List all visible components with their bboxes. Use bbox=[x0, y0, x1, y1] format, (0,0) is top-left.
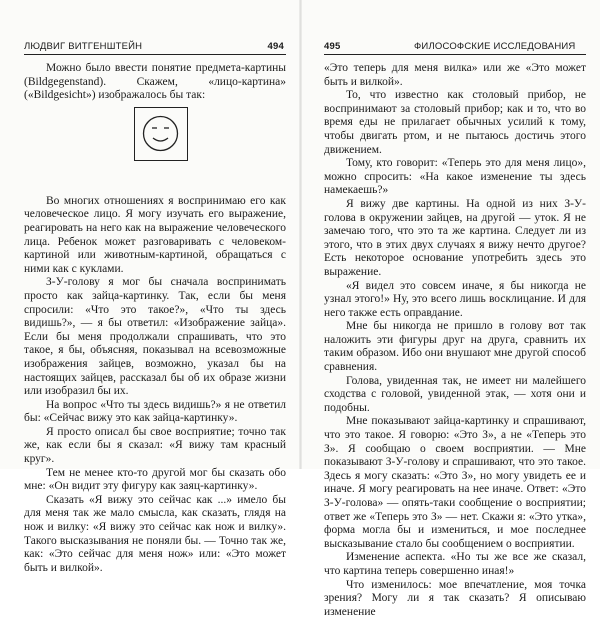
paragraph: Можно было ввести понятие предмета-картины (Bildgegenstand). Скажем, «лицо-картина» («Bildgesicht») изображалось бы так: bbox=[24, 62, 286, 102]
paragraph: «Я видел это совсем иначе, я бы никогда не узнал этого!» Ну, это всего лишь восклицание. И для него также есть оправдание. bbox=[324, 279, 586, 319]
running-head-author: ЛЮДВИГ ВИТГЕНШТЕЙН bbox=[24, 41, 143, 52]
paragraph: Мне бы никогда не пришло в голову вот так наложить эти фигуры друг на друга, сравнить их таким образом. Ибо они внушают мне другой способ сравнения. bbox=[324, 320, 586, 374]
face-drawing bbox=[135, 108, 186, 159]
paragraph: Изменение аспекта. «Но ты же все же сказал, что картина теперь совершенно иная!» bbox=[324, 551, 586, 577]
paragraph: То, что известно как столовый прибор, не воспринимают за столовый прибор; как и то, что во время еды не прилагает обычных усилий к тому, чтобы двигать ртом, и не пытаюсь достичь этого движением. bbox=[324, 89, 586, 156]
paragraph: На вопрос «Что ты здесь видишь?» я не ответил бы: «Сейчас вижу это как зайца-картинку». bbox=[24, 398, 286, 425]
paragraph: З-У-голову я мог бы сначала воспринимать просто как зайца-картинку. Так, если бы меня спросили: «Что это такое?», «Что ты здесь видишь?», — я бы ответил: «Изображение зайца». Если бы меня продолжали спрашивать, что это такое, я бы, объясняя, показывал на всевозможные изображения зайцев, возможно, указал бы на настоящих зайцев, рассказал бы об их образе жизни или изобразил бы их. bbox=[24, 276, 286, 398]
left-page-header bbox=[24, 42, 286, 55]
right-page-body bbox=[324, 62, 586, 619]
paragraph: Тем не менее кто-то другой мог бы сказать обо мне: «Он видит эту фигуру как заяц-картинку». bbox=[24, 466, 286, 493]
paragraph: Во многих отношениях я воспринимаю его как человеческое лицо. Я могу изучать его выражение, реагировать на него как на выражение человеческого лица. Ребенок может разговаривать с человеком-картиной или животным-картиной, обращаться с ними как с куклами. bbox=[24, 194, 286, 275]
paragraph: Я вижу две картины. На одной из них З-У-голова в окружении зайцев, на другой — уток. Я не замечаю того, что это та же картина. Следует ли из этого, что в этих двух случаях я вижу нечто другое? Есть некоторое основание употребить здесь это выражение. bbox=[324, 197, 586, 278]
paragraph: Тому, кто говорит: «Теперь это для меня лицо», можно спросить: «На какое изменение ты здесь намекаешь?» bbox=[324, 157, 586, 197]
paragraph: Что изменилось: мое впечатление, моя точка зрения? Могу ли я так сказать? Я описываю изменение bbox=[324, 578, 586, 618]
paragraph: Я просто описал бы свое восприятие; точно так же, как если бы я сказал: «Я вижу там красный круг». bbox=[24, 425, 286, 466]
right-page-header bbox=[324, 42, 586, 55]
left-page bbox=[24, 0, 286, 574]
face-outline bbox=[144, 116, 178, 150]
running-head-title: ФИЛОСОФСКИЕ ИССЛЕДОВАНИЯ bbox=[414, 41, 576, 52]
face-mouth bbox=[153, 138, 168, 141]
paragraph: Голова, увиденная так, не имеет ни малейшего сходства с головой, увиденной этак, — хотя они и подобны. bbox=[324, 374, 586, 414]
page-number-right: 495 bbox=[324, 41, 341, 52]
book-gutter bbox=[299, 0, 302, 469]
left-page-body bbox=[24, 62, 286, 575]
paragraph: «Это теперь для меня вилка» или же «Это может быть и вилкой». bbox=[324, 62, 586, 88]
paragraph: Сказать «Я вижу это сейчас как ...» имело бы для меня так же мало смысла, как сказать, глядя на нож и вилку: «Я вижу это сейчас как нож и вилку». Такого высказывания не поняли бы. — Точно так же, как: «Это сейчас для меня нож» или: «Это может быть и вилкой». bbox=[24, 493, 286, 574]
page-number-left: 494 bbox=[267, 41, 284, 52]
figure-area bbox=[24, 107, 286, 189]
paragraph: Мне показывают зайца-картинку и спрашивают, что это такое. Я говорю: «Это З», а не «Теперь это З». Я сообщаю о своем восприятии. — Мне показывают З-У-голову и спрашивают, что это такое. Здесь я могу сказать: «Это З», но могу увидеть ее и иначе. Я могу реагировать на нее иначе. Ответ: «Это З-У-голова» — опять-таки сообщение о восприятии; ответ же «Теперь это З» — нет. Скажи я: «Это утка», форма могла бы и измениться, и мое последнее высказывание стало бы сообщением о восприятии. bbox=[324, 415, 586, 550]
right-page bbox=[324, 0, 586, 618]
face-picture-figure bbox=[134, 107, 188, 161]
